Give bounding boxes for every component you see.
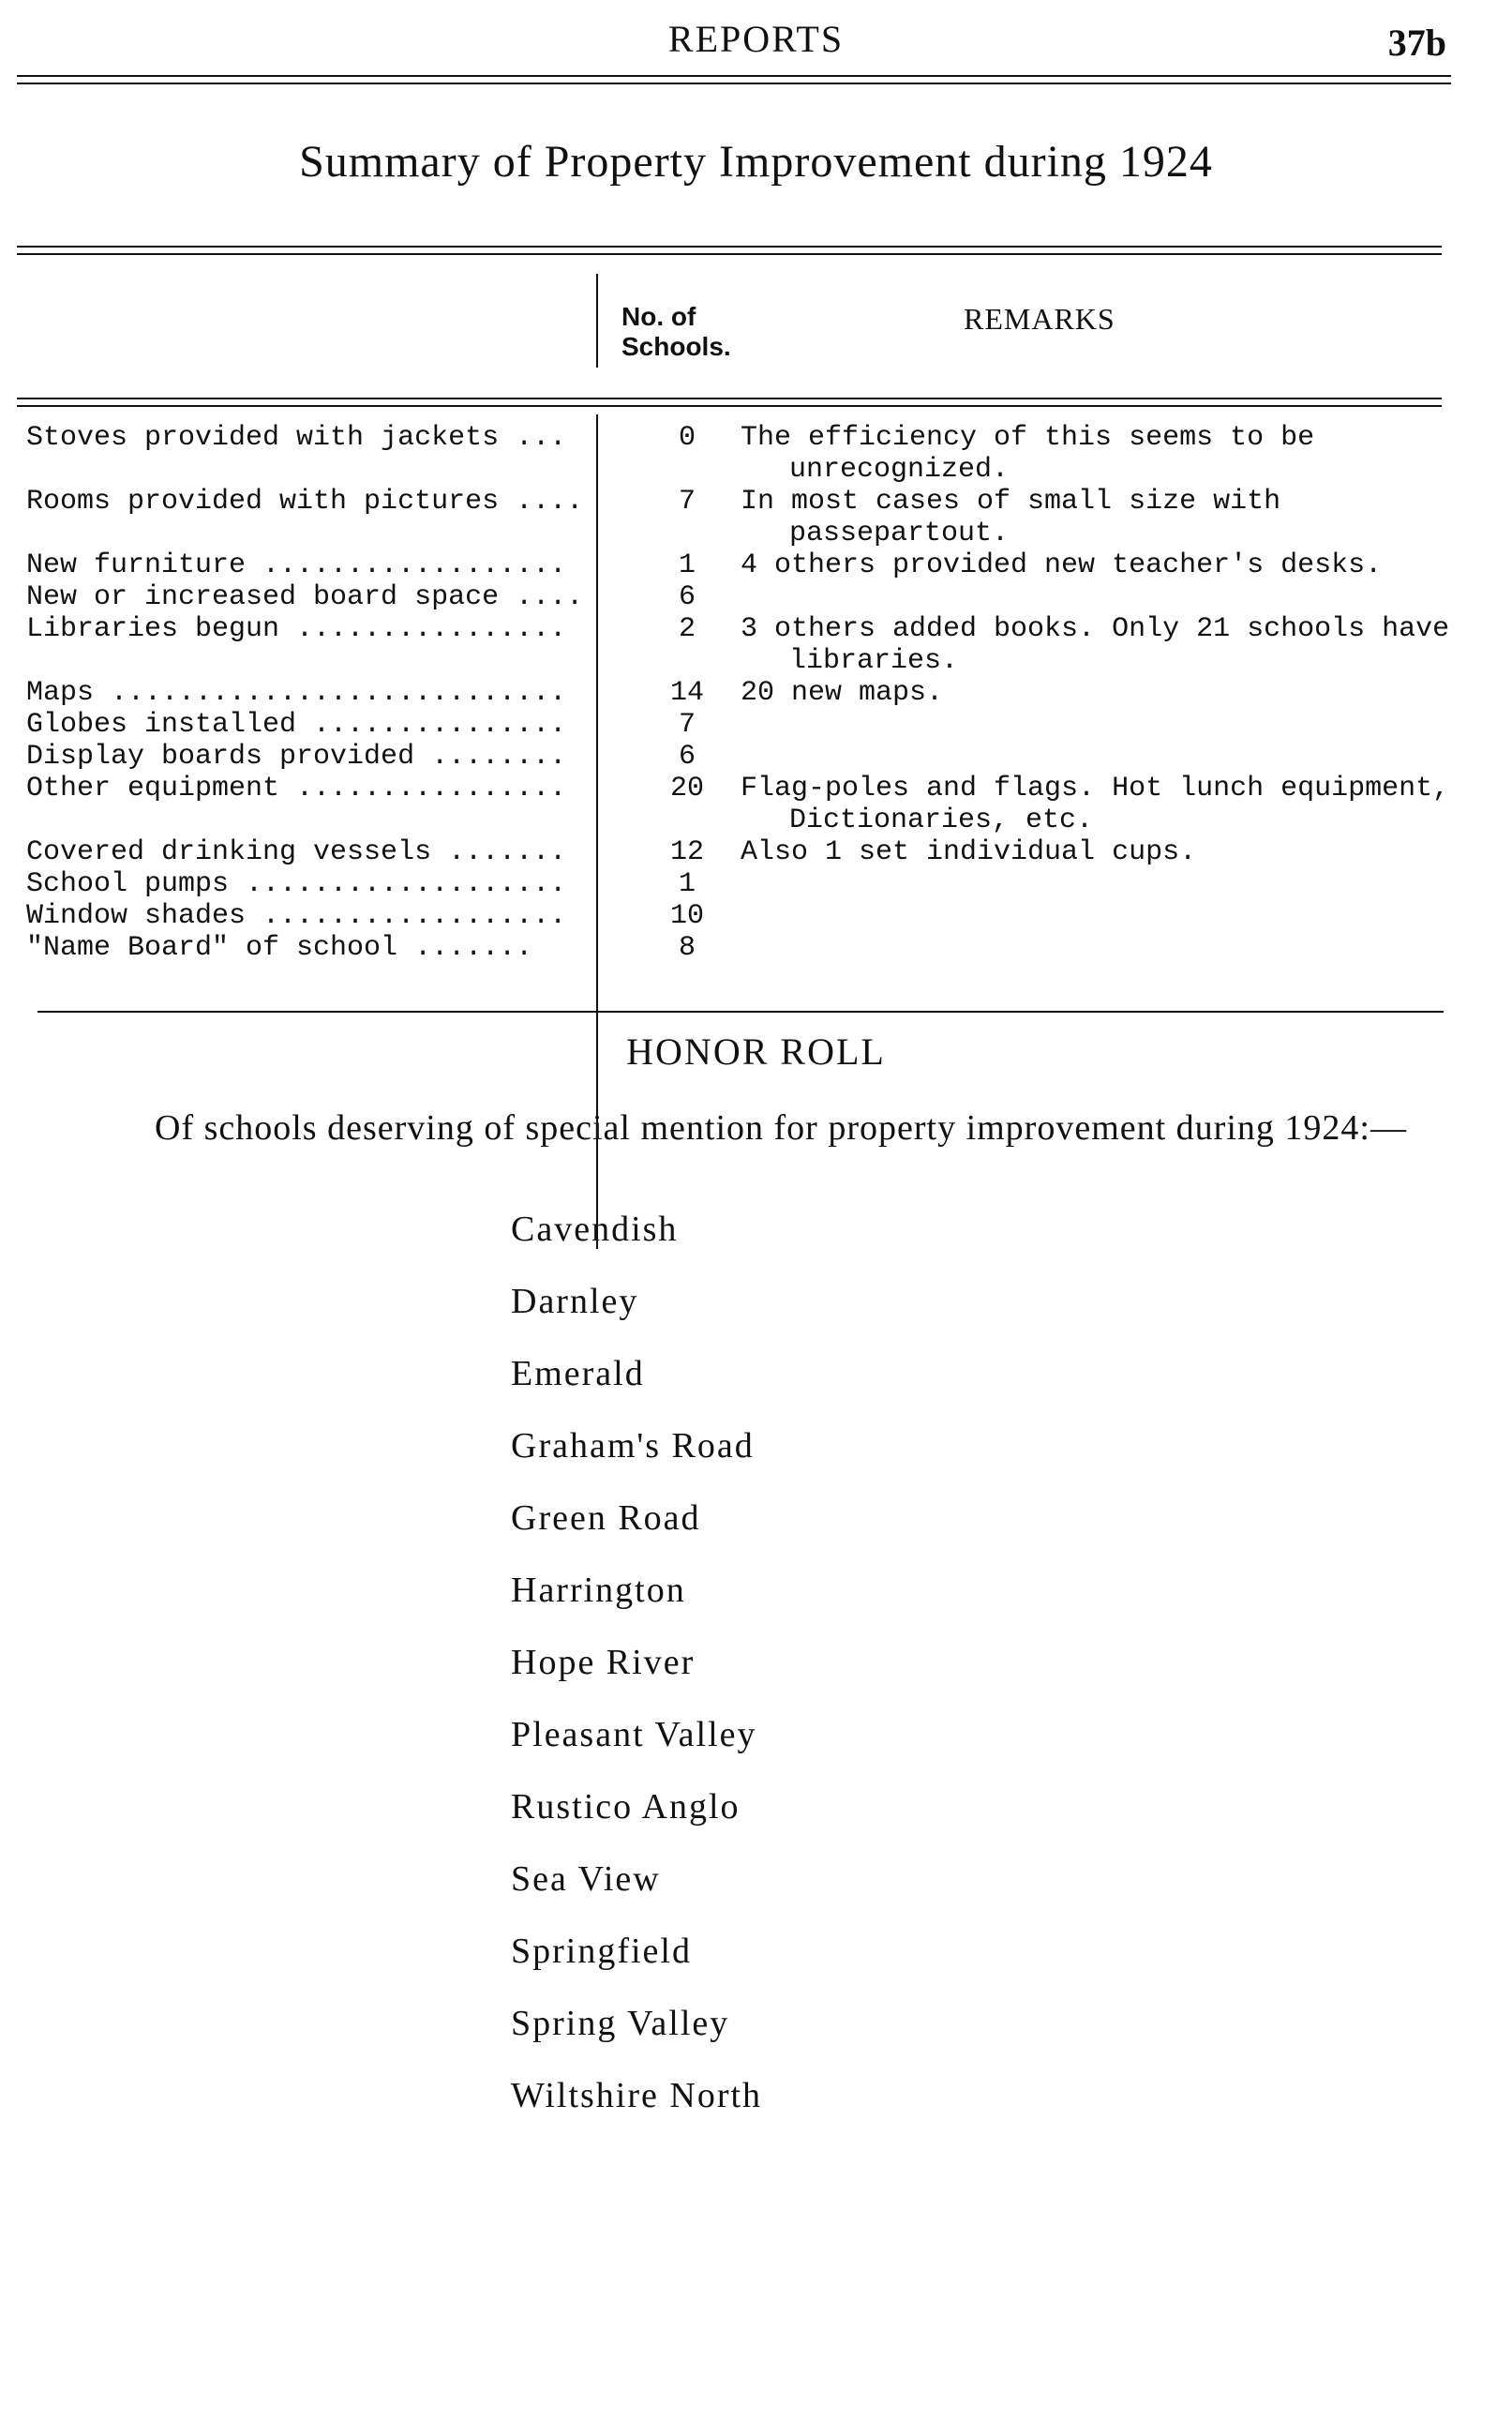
row-count: 12: [669, 836, 704, 868]
row-count: 7: [678, 709, 696, 741]
page-title: Summary of Property Improvement during 1924: [299, 137, 1213, 187]
row-remark-wrap: [741, 773, 1472, 836]
list-item: Sea View: [511, 1859, 661, 1899]
row-count: 6: [678, 741, 696, 773]
row-count: 20: [669, 773, 704, 804]
row-item: New or increased board space ....: [26, 581, 584, 613]
table-row: [26, 613, 1451, 677]
list-item: Cavendish: [511, 1210, 679, 1249]
row-remark-wrap: [741, 422, 1472, 486]
table-row: [26, 836, 1451, 868]
row-count: 10: [669, 900, 704, 932]
row-remark: 20 new maps.: [741, 677, 944, 709]
row-item: School pumps ...................: [26, 868, 567, 900]
page-number: 37b: [1387, 22, 1446, 64]
list-item: Hope River: [511, 1643, 696, 1682]
list-item: Rustico Anglo: [511, 1787, 741, 1827]
row-remark-wrap: [741, 549, 1472, 581]
improvement-table: [26, 246, 1451, 964]
list-item: Spring Valley: [511, 2004, 730, 2043]
table-row: [26, 932, 1451, 964]
row-item: Maps ...........................: [26, 677, 567, 709]
running-head: REPORTS: [667, 18, 845, 60]
row-remark: In most cases of small size with passepartout.: [741, 486, 1281, 549]
table-header: [26, 246, 1451, 396]
table-row: [26, 677, 1451, 709]
row-count: 1: [678, 549, 696, 581]
row-item: New furniture ..................: [26, 549, 567, 581]
list-item: Graham's Road: [511, 1426, 755, 1466]
list-item: Darnley: [511, 1282, 639, 1321]
row-item: Other equipment ................: [26, 773, 567, 804]
row-count: 2: [678, 613, 696, 645]
row-remark-wrap: [741, 613, 1472, 677]
row-remark: Also 1 set individual cups.: [741, 836, 1197, 868]
row-item: Covered drinking vessels .......: [26, 836, 567, 868]
row-remark: 4 others provided new teacher's desks.: [741, 549, 1383, 581]
honor-roll-list: [511, 1194, 762, 2132]
row-item: Globes installed ...............: [26, 709, 567, 741]
table-row: [26, 486, 1451, 549]
list-item: Pleasant Valley: [511, 1715, 757, 1754]
row-count: 8: [678, 932, 696, 964]
table-body: [26, 422, 1451, 964]
row-count: 1: [678, 868, 696, 900]
table-row: [26, 900, 1451, 932]
list-item: Springfield: [511, 1932, 692, 1971]
row-item: "Name Board" of school .......: [26, 932, 533, 964]
row-item: Window shades ..................: [26, 900, 567, 932]
row-count: 7: [678, 486, 696, 518]
header-rule-double: [17, 83, 1451, 84]
page-header: [0, 17, 1512, 73]
row-item: Display boards provided ........: [26, 741, 567, 773]
table-bottom-rule: [37, 1011, 1444, 1013]
row-remark: 3 others added books. Only 21 schools have libraries.: [741, 613, 1450, 677]
row-count: 0: [678, 422, 696, 454]
header-bottom-rule-double: [17, 405, 1442, 407]
header-divider: [596, 274, 598, 368]
row-remark-wrap: [741, 486, 1472, 549]
row-item: Rooms provided with pictures ....: [26, 486, 584, 518]
row-count: 14: [669, 677, 704, 709]
row-remark-wrap: [741, 836, 1472, 868]
row-count: 6: [678, 581, 696, 613]
table-row: [26, 709, 1451, 741]
header-bottom-rule: [17, 398, 1442, 399]
row-item: Libraries begun ................: [26, 613, 567, 645]
col-remarks-header: REMARKS: [964, 302, 1115, 336]
row-item: Stoves provided with jackets ...: [26, 422, 567, 454]
table-row: [26, 422, 1451, 486]
list-item: Wiltshire North: [511, 2076, 763, 2115]
list-item: Green Road: [511, 1498, 701, 1538]
table-row: [26, 581, 1451, 613]
list-item: Harrington: [511, 1571, 686, 1610]
honor-roll-intro: Of schools deserving of special mention for property improvement during 1924:—: [155, 1108, 1407, 1148]
col-no-header: No. of Schools.: [621, 302, 731, 361]
header-rule: [17, 75, 1451, 77]
list-item: Emerald: [511, 1354, 645, 1393]
table-row: [26, 773, 1451, 836]
honor-roll-heading: HONOR ROLL: [626, 1030, 886, 1073]
row-remark: The efficiency of this seems to be unrecognized.: [741, 422, 1315, 486]
table-row: [26, 868, 1451, 900]
row-remark-wrap: [741, 677, 1472, 709]
table-row: [26, 741, 1451, 773]
row-remark: Flag-poles and flags. Hot lunch equipment, Dictionaries, etc.: [741, 773, 1450, 836]
table-row: [26, 549, 1451, 581]
